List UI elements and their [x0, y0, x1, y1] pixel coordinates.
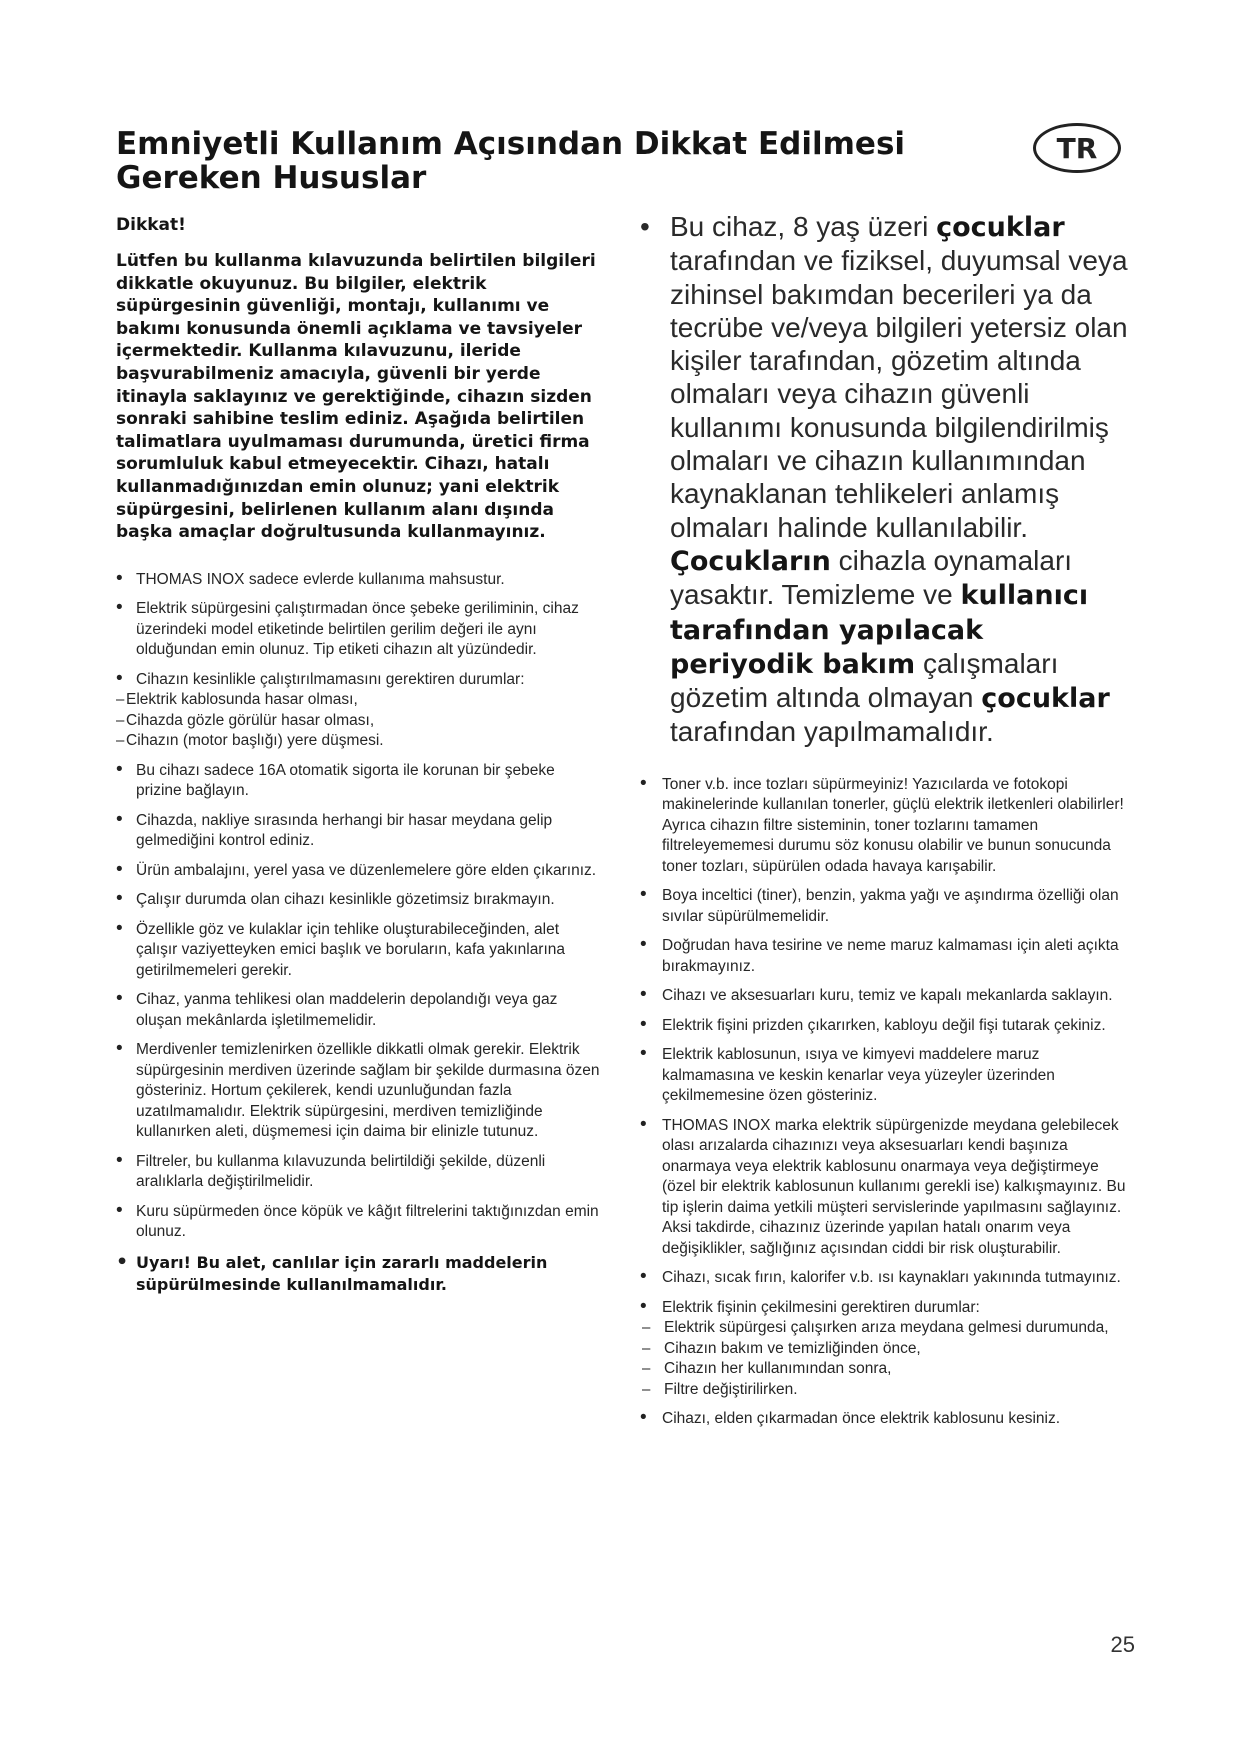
notice-emphasis: kullanıcı tarafından yapılacak periyodik bakım: [670, 580, 1089, 680]
list-item: [116, 670, 602, 752]
sub-list-item: – Cihazın (motor başlığı) yere düşmesi.: [116, 731, 602, 752]
notice-text: Bu cihaz, 8 yaş üzeri: [670, 211, 937, 242]
list-item: • Özellikle göz ve kulaklar için tehlike oluşturabileceğinden, alet çalışır vaziyetteyken emici başlık ve boruların, kafa yakınlarına getirilmemeleri gerekir.: [116, 920, 602, 982]
warning-heading: Dikkat!: [116, 215, 186, 235]
warning-list-item: • Uyarı! Bu alet, canlılar için zararlı maddelerin süpürülmesinde kullanılmamalıdır.: [116, 1252, 602, 1296]
notice-emphasis: Çocukların: [670, 545, 831, 577]
list-item: • Çalışır durumda olan cihazı kesinlikle gözetimsiz bırakmayın.: [116, 890, 602, 911]
notice-emphasis: çocuklar: [936, 212, 1065, 243]
right-bullet-list: [640, 775, 1132, 1430]
sub-list-item: – Filtre değiştirilirken.: [642, 1380, 1132, 1401]
children-safety-notice: [640, 210, 1132, 749]
title-line-1: Emniyetli Kullanım Açısından Dikkat Edilmesi: [116, 126, 906, 162]
left-column: [116, 214, 602, 1305]
list-item: • Cihazda, nakliye sırasında herhangi bir hasar meydana gelip gelmediğini kontrol ediniz.: [116, 811, 602, 852]
list-item: • Cihazı ve aksesuarları kuru, temiz ve kapalı mekanlarda saklayın.: [640, 986, 1132, 1007]
list-item-text: Elektrik fişinin çekilmesini gerektiren durumlar:: [662, 1298, 980, 1316]
notice-text: tarafından yapılmamalıdır.: [670, 716, 994, 748]
list-item: • Merdivenler temizlenirken özellikle dikkatli olmak gerekir. Elektrik süpürgesinin merdiven üzerinde sağlam bir şekilde durmasına özen gösteriniz. Hortum çekilerek, kendi uzunluğundan fazla uzatılmamalıdır. Elektrik süpürgesini, merdiven temizliğinde kullanırken aleti, düşmemesi için daima bir elinizle tutunuz.: [116, 1040, 602, 1143]
list-item: • THOMAS INOX marka elektrik süpürgenizde meydana gelebilecek olası arızalarda cihazınızı veya aksesuarları kendi başınıza onarmaya veya elektrik kablosunu onarmaya veya değiştirmeye (özel bir elektrik kablosunun kullanımı gerekli ise) kalkışmayınız. Bu tip işlerin daima yetkili müşteri servislerinde yapılmasını sağlayınız. Aksi takdirde, cihazınız üzerinde yapılan hatalı onarım veya değişiklikler, sağlığınız açısından ciddi bir risk oluşturabilir.: [640, 1116, 1132, 1260]
list-item: • Toner v.b. ince tozları süpürmeyiniz! Yazıcılarda ve fotokopi makinelerinde kullanılan tonerler, güçlü elektrik iletkenleri olabilirler! Ayrıca cihazın filtre sisteminin, toner tozlarını tamamen filtreleyememesi durumu söz konusu olabilir ve bunun sonucunda toner tozları, süpürülen odada havaya karışabilir.: [640, 775, 1132, 878]
notice-text: çalışmaları gözetim altında olmayan: [670, 647, 1059, 714]
language-badge: TR: [1033, 123, 1121, 173]
sub-list-item: – Elektrik süpürgesi çalışırken arıza meydana gelmesi durumunda,: [642, 1318, 1132, 1339]
sub-list: [126, 690, 602, 752]
notice-text: tarafından ve fiziksel, duyumsal veya zihinsel bakımdan becerileri ya da tecrübe ve/veya bilgileri yetersiz olan kişiler tarafından, gözetim altında olmaları veya cihazın güvenli kullanımı konusunda bilgilendirilmiş olmaları ve cihazın kullanımından kaynaklanan tehlikeleri anlamış olmaları halinde kullanılabilir.: [670, 245, 1128, 543]
list-item: • Elektrik süpürgesini çalıştırmadan önce şebeke geriliminin, cihaz üzerindeki model etiketinde belirtilen gerilim değeri ile aynı olduğundan emin olunuz. Tip etiketi cihazın alt yüzündedir.: [116, 599, 602, 661]
intro-paragraph: Lütfen bu kullanma kılavuzunda belirtilen bilgileri dikkatle okuyunuz. Bu bilgiler, elektrik süpürgesinin güvenliği, montajı, kullanımı ve bakımı konusunda önemli açıklama ve tavsiyeler içermektedir. Kullanma kılavuzunu, ileride başvurabilmeniz amacıyla, güvenli bir yerde itinayla saklayınız ve gerektiğinde, cihazın sizden sonraki sahibine teslim ediniz. Aşağıda belirtilen talimatlara uyulmaması durumunda, üretici firma sorumluluk kabul etmeyecektir. Cihazı, hatalı kullanmadığınızdan emin olunuz; yani elektrik süpürgesini, belirlenen kullanım alanı dışında başka amaçlar doğrultusunda kullanmayınız.: [116, 251, 596, 543]
right-column: [640, 210, 1132, 1439]
list-item: • Cihaz, yanma tehlikesi olan maddelerin depolandığı veya gaz oluşan mekânlarda işletilmemelidir.: [116, 990, 602, 1031]
sub-list-item: – Cihazın bakım ve temizliğinden önce,: [642, 1339, 1132, 1360]
sub-list-item: – Cihazda gözle görülür hasar olması,: [116, 711, 602, 732]
title-line-2: Gereken Hususlar: [116, 160, 427, 196]
list-item: • THOMAS INOX sadece evlerde kullanıma mahsustur.: [116, 570, 602, 591]
list-item: • Bu cihazı sadece 16A otomatik sigorta ile korunan bir şebeke prizine bağlayın.: [116, 761, 602, 802]
list-item: • Kuru süpürmeden önce köpük ve kâğıt filtrelerini taktığınızdan emin olunuz.: [116, 1202, 602, 1243]
sub-list-item: – Cihazın her kullanımından sonra,: [642, 1359, 1132, 1380]
sub-list: [662, 1318, 1132, 1400]
list-item-text: Cihazın kesinlikle çalıştırılmamasını gerektiren durumlar:: [136, 670, 525, 688]
notice-text: cihazla oynamaları yasaktır. Temizleme ve: [670, 544, 1073, 611]
list-item: • Boya inceltici (tiner), benzin, yakma yağı ve aşındırma özelliği olan sıvılar süpürülmemelidir.: [640, 886, 1132, 927]
notice-emphasis: çocuklar: [981, 683, 1110, 715]
list-item: • Ürün ambalajını, yerel yasa ve düzenlemelere göre elden çıkarınız.: [116, 861, 602, 882]
list-item: • Filtreler, bu kullanma kılavuzunda belirtildiği şekilde, düzenli aralıklarla değiştirilmelidir.: [116, 1152, 602, 1193]
sub-list-item: – Elektrik kablosunda hasar olması,: [116, 690, 602, 711]
page-title: [116, 127, 946, 195]
list-item: • Elektrik fişini prizden çıkarırken, kabloyu değil fişi tutarak çekiniz.: [640, 1016, 1132, 1037]
left-bullet-list: [116, 570, 602, 1296]
list-item: • Doğrudan hava tesirine ve neme maruz kalmaması için aleti açıkta bırakmayınız.: [640, 936, 1132, 977]
list-item: • Cihazı, sıcak fırın, kalorifer v.b. ısı kaynakları yakınında tutmayınız.: [640, 1268, 1132, 1289]
list-item: • Cihazı, elden çıkarmadan önce elektrik kablosunu kesiniz.: [640, 1409, 1132, 1430]
list-item: [640, 1298, 1132, 1401]
list-item: • Elektrik kablosunun, ısıya ve kimyevi maddelere maruz kalmamasına ve keskin kenarlar veya yüzeyler üzerinden çekilmemesine özen gösteriniz.: [640, 1045, 1132, 1107]
page-number: 25: [1110, 1632, 1135, 1657]
